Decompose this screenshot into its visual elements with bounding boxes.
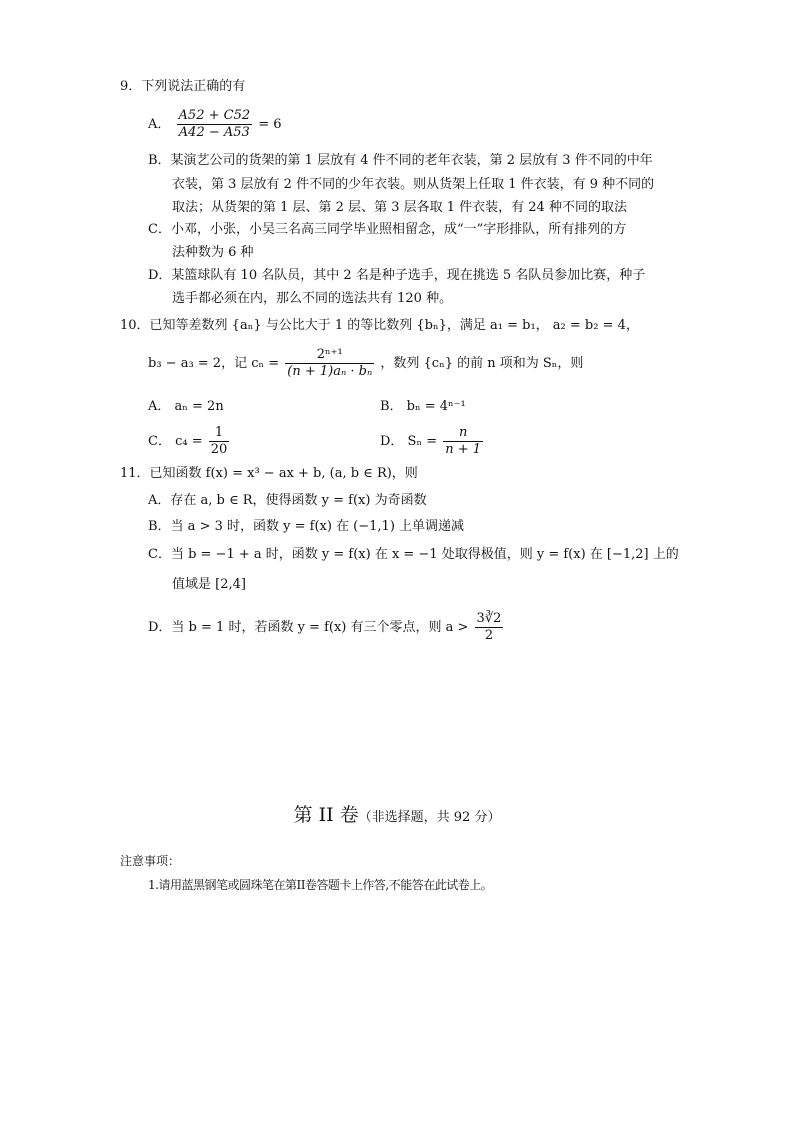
q9-option-d-line1: D．某篮球队有 10 名队员，其中 2 名是种子选手，现在挑选 5 名队员参加比赛，种子 (148, 268, 646, 283)
q9-option-d-line2: 选手都必须在内，那么不同的选法共有 120 种。 (172, 291, 453, 306)
q11-stem: 11．已知函数 f(x) = x³ − ax + b, (a, b ∈ R)，则 (120, 466, 418, 481)
q11-option-d-denominator: 2 (484, 628, 494, 643)
q9-option-a (148, 108, 282, 142)
q9-option-b-line3: 取法；从货架的第 1 层、第 2 层、第 3 层各取 1 件衣装，有 24 种不同的取法 (172, 200, 627, 215)
q10-option-d (380, 424, 485, 460)
q11-option-d-pre: D．当 b = 1 时，若函数 y = f(x) 有三个零点，则 a > (148, 620, 469, 635)
q10-stem-line2 (148, 346, 583, 382)
q9-option-c-line2: 法种数为 6 种 (172, 245, 254, 260)
q10-option-c (148, 424, 231, 460)
q10-c-denominator: (n + 1)aₙ · bₙ (287, 364, 373, 379)
q9-option-c-line1: C．小邓，小张，小吴三名高三同学毕业照相留念，成“一”字形排队，所有排列的方 (148, 222, 627, 237)
section-2-title: 第 II 卷 (293, 804, 359, 826)
q9-option-a-fraction (177, 108, 253, 141)
q9-option-a-numerator: A52 + C52 (178, 108, 251, 123)
q10-stem-line2-a: b₃ − a₃ = 2，记 cₙ = (148, 356, 280, 371)
q10-c-fraction (285, 347, 374, 380)
q9-option-b-line2: 衣装，第 3 层放有 2 件不同的少年衣装。则从货架上任取 1 件衣装，有 9 种不同的 (172, 177, 655, 192)
q11-option-b: B．当 a > 3 时，函数 y = f(x) 在 (−1,1) 上单调递减 (148, 519, 465, 534)
q10-c-numerator: 2ⁿ⁺¹ (285, 347, 374, 364)
q9-option-a-rhs: = 6 (258, 117, 282, 132)
q11-option-c-line1: C．当 b = −1 + a 时，函数 y = f(x) 在 x = −1 处取得极值，则 y = f(x) 在 [−1,2] 上的 (148, 547, 679, 562)
q10-option-d-denominator: n + 1 (445, 442, 482, 457)
q10-option-d-pre: D． Sₙ = (380, 434, 438, 449)
q10-option-c-numerator: 1 (209, 425, 230, 442)
q9-option-a-label: A． (148, 117, 171, 132)
q10-option-d-fraction (443, 425, 483, 458)
section-2-subtitle: （非选择题，共 92 分） (358, 810, 501, 825)
q10-option-c-denominator: 20 (210, 442, 228, 457)
q9-stem: 9．下列说法正确的有 (120, 79, 246, 94)
q11-option-a: A．存在 a, b ∈ R，使得函数 y = f(x) 为奇函数 (148, 493, 427, 508)
q10-option-d-numerator: n (443, 425, 483, 442)
notice-heading: 注意事项： (120, 854, 181, 868)
notice-item-1: 1.请用蓝黑钢笔或圆珠笔在第II卷答题卡上作答,不能答在此试卷上。 (148, 878, 493, 892)
q11-option-c-line2: 值域是 [2,4] (172, 577, 246, 592)
q11-option-d-numerator: 3∛2 (476, 611, 502, 626)
q11-option-d-fraction (475, 611, 504, 644)
q10-stem-line2-b: ，数列 {cₙ} 的前 n 项和为 Sₙ，则 (380, 356, 584, 371)
q10-option-c-pre: C． c₄ = (148, 434, 203, 449)
section-2-heading (0, 800, 794, 827)
q10-option-b: B． bₙ = 4ⁿ⁻¹ (380, 399, 466, 414)
q11-option-d (148, 610, 505, 646)
q9-option-a-denominator: A42 − A53 (178, 125, 250, 140)
q10-option-a: A． aₙ = 2n (148, 399, 224, 414)
q9-option-b-line1: B．某演艺公司的货架的第 1 层放有 4 件不同的老年衣装，第 2 层放有 3 件不同的中年 (148, 153, 653, 168)
q10-stem-line1: 10．已知等差数列 {aₙ} 与公比大于 1 的等比数列 {bₙ}，满足 a₁ = b₁， a₂ = b₂ = 4， (120, 318, 639, 333)
q10-option-c-fraction (209, 425, 230, 458)
